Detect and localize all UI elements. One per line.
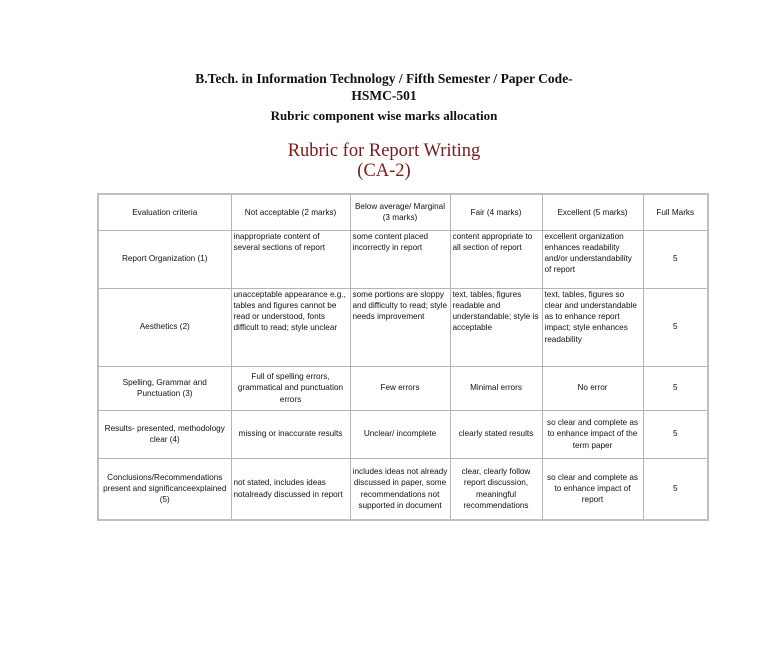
below-average-cell: Unclear/ incomplete [350,410,450,458]
header-line-2: HSMC-501 [351,88,417,103]
header-cell-not-acceptable: Not acceptable (2 marks) [231,194,350,230]
table-row [98,230,708,288]
header-cell-criteria: Evaluation criteria [98,194,231,230]
excellent-cell: No error [542,366,643,410]
full-marks-cell: 5 [643,410,708,458]
rubric-table [97,193,709,521]
not-acceptable-cell: inappropriate content of several sections of report [231,230,350,288]
header-line-1: B.Tech. in Information Technology / Fifth Semester / Paper Code- [195,71,573,86]
header-cell-below-average: Below average/ Marginal (3 marks) [350,194,450,230]
full-marks-cell: 5 [643,288,708,366]
criteria-cell: Results- presented, methodology clear (4) [98,410,231,458]
fair-cell: Minimal errors [450,366,542,410]
full-marks-cell: 5 [643,230,708,288]
below-average-cell: includes ideas not already discussed in paper, some recommendations not supported in document [350,458,450,520]
criteria-cell: Aesthetics (2) [98,288,231,366]
not-acceptable-cell: missing or inaccurate results [231,410,350,458]
header-cell-excellent: Excellent (5 marks) [542,194,643,230]
not-acceptable-cell: unacceptable appearance e.g., tables and figures cannot be read or understood, fonts difficult to read; style unclear [231,288,350,366]
below-average-cell: some content placed incorrectly in report [350,230,450,288]
fair-cell: clear, clearly follow report discussion, meaningful recommendations [450,458,542,520]
excellent-cell: so clear and complete as to enhance impact of report [542,458,643,520]
criteria-cell: Spelling, Grammar and Punctuation (3) [98,366,231,410]
fair-cell: clearly stated results [450,410,542,458]
not-acceptable-cell: not stated, includes ideas notalready discussed in report [231,458,350,520]
excellent-cell: excellent organization enhances readability and/or understandability of report [542,230,643,288]
full-marks-cell: 5 [643,366,708,410]
criteria-cell: Conclusions/Recommendations present and significanceexplained (5) [98,458,231,520]
fair-cell: text, tables, figures readable and understandable; style is acceptable [450,288,542,366]
full-marks-cell: 5 [643,458,708,520]
criteria-cell: Report Organization (1) [98,230,231,288]
not-acceptable-cell: Full of spelling errors, grammatical and punctuation errors [231,366,350,410]
table-row [98,288,708,366]
table-header-row [98,194,708,230]
excellent-cell: so clear and complete as to enhance impact of the term paper [542,410,643,458]
rubric-title: Rubric for Report Writing [287,141,481,161]
table-row [98,410,708,458]
below-average-cell: Few errors [350,366,450,410]
header-line-3: Rubric component wise marks allocation [270,108,498,123]
rubric-subtitle: (CA-2) [357,161,411,181]
table-row [98,366,708,410]
table-row [98,458,708,520]
excellent-cell: text, tables, figures so clear and understandable as to enhance report impact; style enhances readability [542,288,643,366]
header-cell-full-marks: Full Marks [643,194,708,230]
fair-cell: content appropriate to all section of report [450,230,542,288]
below-average-cell: some portions are sloppy and difficulty to read; style needs improvement [350,288,450,366]
header-cell-fair: Fair (4 marks) [450,194,542,230]
